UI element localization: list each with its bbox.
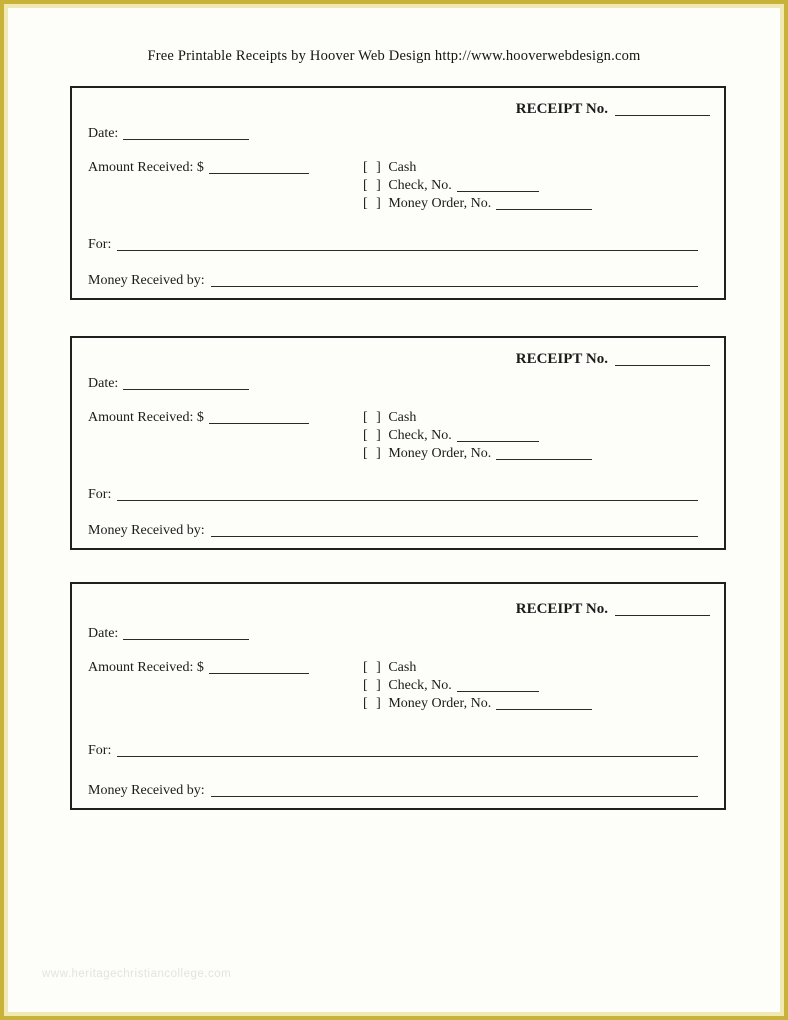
money-order-checkbox: [ ] <box>363 196 384 211</box>
receipt-form-3 <box>70 582 726 810</box>
money-order-label: Money Order, No. <box>388 196 492 211</box>
check-number-blank <box>457 680 539 692</box>
check-number-blank <box>457 430 539 442</box>
amount-blank <box>209 162 309 174</box>
date-row <box>88 375 716 392</box>
amount-and-payment-row <box>88 409 716 463</box>
payment-options-group <box>363 159 592 213</box>
received-by-label: Money Received by: <box>88 783 205 798</box>
for-blank <box>117 756 698 757</box>
money-order-number-blank <box>496 448 592 460</box>
amount-blank <box>209 412 309 424</box>
received-by-blank <box>211 796 698 797</box>
receipt-number-row <box>88 600 716 618</box>
date-blank <box>123 378 249 390</box>
date-blank <box>123 128 249 140</box>
money-order-checkbox: [ ] <box>363 446 384 461</box>
payment-options-group <box>363 409 592 463</box>
amount-received-group <box>88 409 363 426</box>
received-by-label: Money Received by: <box>88 523 205 538</box>
receipt-no-blank <box>615 354 710 366</box>
cash-checkbox: [ ] <box>363 160 384 175</box>
date-blank <box>123 628 249 640</box>
payment-option-cash <box>363 659 592 677</box>
amount-received-group <box>88 659 363 676</box>
for-row <box>88 742 716 759</box>
check-number-blank <box>457 180 539 192</box>
receipt-no-label: RECEIPT No. <box>515 101 608 117</box>
for-row <box>88 486 716 503</box>
payment-option-money-order <box>363 195 592 213</box>
amount-received-label: Amount Received: $ <box>88 410 204 425</box>
payment-options-group <box>363 659 592 713</box>
payment-option-check <box>363 177 592 195</box>
receipt-form-2 <box>70 336 726 550</box>
cash-label: Cash <box>388 410 417 425</box>
received-by-blank <box>211 536 698 537</box>
receipt-no-blank <box>615 604 710 616</box>
date-label: Date: <box>88 376 119 391</box>
payment-option-cash <box>363 409 592 427</box>
payment-option-check <box>363 427 592 445</box>
amount-received-group <box>88 159 363 176</box>
for-row <box>88 236 716 253</box>
receipt-number-row <box>88 350 716 368</box>
date-label: Date: <box>88 126 119 141</box>
payment-option-money-order <box>363 445 592 463</box>
for-label: For: <box>88 487 112 502</box>
for-label: For: <box>88 743 112 758</box>
money-order-number-blank <box>496 198 592 210</box>
payment-option-cash <box>363 159 592 177</box>
money-order-number-blank <box>496 698 592 710</box>
amount-and-payment-row <box>88 159 716 213</box>
check-label: Check, No. <box>388 428 452 443</box>
for-blank <box>117 250 698 251</box>
received-by-row <box>88 522 716 539</box>
money-order-label: Money Order, No. <box>388 696 492 711</box>
amount-received-label: Amount Received: $ <box>88 660 204 675</box>
receipt-no-label: RECEIPT No. <box>515 351 608 367</box>
amount-received-label: Amount Received: $ <box>88 160 204 175</box>
received-by-row <box>88 782 716 799</box>
received-by-row <box>88 272 716 289</box>
amount-blank <box>209 662 309 674</box>
check-label: Check, No. <box>388 678 452 693</box>
receipt-form-1 <box>70 86 726 300</box>
watermark-text: www.heritagechristiancollege.com <box>42 968 232 980</box>
received-by-blank <box>211 286 698 287</box>
cash-label: Cash <box>388 160 417 175</box>
check-checkbox: [ ] <box>363 428 384 443</box>
money-order-label: Money Order, No. <box>388 446 492 461</box>
page-header-attribution: Free Printable Receipts by Hoover Web Design http://www.hooverwebdesign.com <box>147 48 641 64</box>
cash-checkbox: [ ] <box>363 660 384 675</box>
payment-option-money-order <box>363 695 592 713</box>
for-label: For: <box>88 237 112 252</box>
cash-checkbox: [ ] <box>363 410 384 425</box>
cash-label: Cash <box>388 660 417 675</box>
date-row <box>88 625 716 642</box>
check-checkbox: [ ] <box>363 178 384 193</box>
date-label: Date: <box>88 626 119 641</box>
date-row <box>88 125 716 142</box>
receipt-number-row <box>88 100 716 118</box>
received-by-label: Money Received by: <box>88 273 205 288</box>
check-checkbox: [ ] <box>363 678 384 693</box>
money-order-checkbox: [ ] <box>363 696 384 711</box>
for-blank <box>117 500 698 501</box>
receipt-no-label: RECEIPT No. <box>515 601 608 617</box>
receipt-no-blank <box>615 104 710 116</box>
check-label: Check, No. <box>388 178 452 193</box>
payment-option-check <box>363 677 592 695</box>
amount-and-payment-row <box>88 659 716 713</box>
